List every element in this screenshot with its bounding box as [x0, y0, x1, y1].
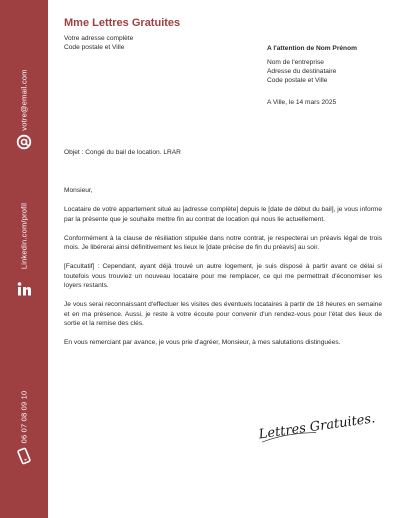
sender-block: [64, 34, 133, 52]
sender-postal-city: Code postale et Ville: [64, 44, 125, 51]
subject-line: Objet : Congé du bail de location. LRAR: [64, 149, 181, 156]
letter-body: [64, 186, 382, 358]
paragraph: En vous remerciant par avance, je vous prie d'agréer, Monsieur, à mes salutations distinguées.: [64, 339, 341, 347]
at-icon: [15, 133, 33, 151]
sender-name: Mme Lettres Gratuites: [64, 17, 181, 29]
signature: [255, 410, 377, 443]
sidebar-linkedin: Linkedin.com/profil: [19, 202, 29, 270]
recipient-attention: A l'attention de Nom Prénom: [267, 45, 357, 52]
sidebar-email: votre@email.com: [19, 69, 29, 131]
date-line: A Ville, le 14 mars 2025: [267, 99, 337, 106]
paragraph: Conformément à la clause de résiliation stipulée dans notre contrat, je respecterai un préavis légal de trois mois. Je libérerai ainsi définitivement les lieux le [date précise de fin du préavis] au soir.: [64, 234, 382, 252]
greeting: Monsieur,: [64, 187, 93, 194]
linkedin-icon: [15, 280, 33, 298]
recipient-postal-city: Code postale et Ville: [267, 77, 328, 84]
paragraph: Je vous serai reconnaissant d'effectuer les visites des éventuels locataires à partir de 18 heures en semaine et en ma présence. Aussi, je reste à votre écoute pour convenir d'un rendez-vous pour l'état des lieux de sortie et la remise des clés.: [64, 301, 382, 327]
signature-text: Lettres Gratuites.: [257, 411, 377, 443]
phone-icon: [15, 447, 33, 465]
sidebar: [0, 0, 48, 518]
recipient-address: Adresse du destinataire: [267, 68, 337, 75]
paragraph: Locataire de votre appartement situé au [adresse complète] depuis le [date de début du bail], je vous informe par la présente que je souhaite mettre fin au contrat de location qui nous lie actuellement.: [64, 206, 382, 223]
recipient-company: Nom de l'entreprise: [267, 59, 324, 66]
sidebar-phone: 06 07 08 09 10: [19, 390, 29, 444]
sender-address: Votre adresse complète: [64, 35, 134, 42]
recipient-block: [267, 44, 357, 85]
paragraph: [Facultatif] : Cependant, ayant déjà trouvé un autre logement, je suis disposé à partir avant ce délai si toutefois vous trouviez un nouveau locataire pour me remplacer, ce qui me permettrait d'économiser les loyers restants.: [64, 263, 382, 290]
